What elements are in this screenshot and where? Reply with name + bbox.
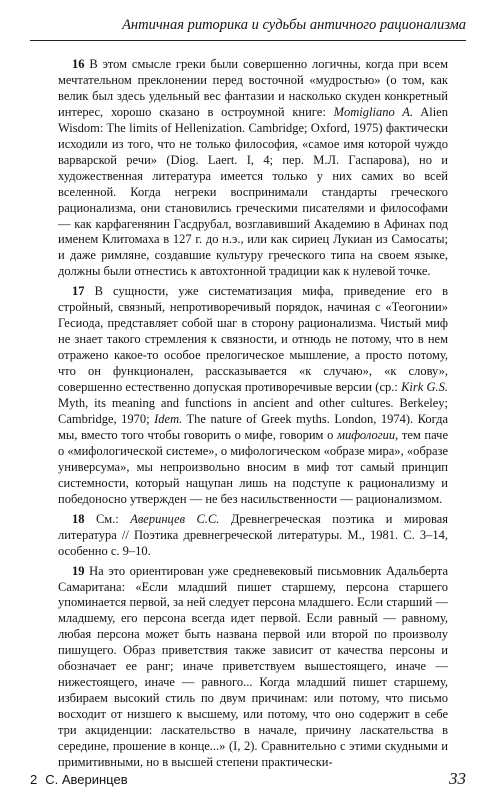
signature-number: 2	[30, 772, 38, 787]
footnote-number: 18	[72, 511, 85, 526]
running-head-text: Античная риторика и судьбы античного рационализма	[122, 17, 466, 33]
citation-author: Аверинцев С.С.	[130, 511, 220, 526]
footnote-text: См.:	[95, 511, 131, 526]
signature-author: С. Аверинцев	[45, 772, 128, 787]
citation-author: Kirk G.S.	[401, 380, 449, 395]
footnote-number: 16	[72, 57, 85, 71]
emphasis-term: мифологии,	[337, 427, 399, 442]
footnote-text: Alien Wisdom: The limits of Hellenization. Cambridge; Oxford, 1975) фактически исходили из того, что не только философия, «самое имя которой чуждо варварской речи» (Diog. Laert. I, 4; пер. М.Л. Гаспарова), но и художественная литература имеется только у них самих во всей вселенной. Когда негреки воспринимали стандарты греческого рационализма, они становились греческими писателями и философами — как карфагенянин Гасдрубал, возглавивший Академию в Афинах под именем Клитомаха в 127 г. до н.э., или как сириец Лукиан из Самосаты; и даже римляне, создавшие культуру греческого типа на своем языке, должны были отнестись к автохтонной традиции как к нулевой точке.	[58, 104, 448, 279]
page-number: 33	[449, 769, 466, 788]
footnote-text: тем паче о «мифологической системе», о мифологическом «образе мира», «образе универсума», мы непроизвольно вносим в миф тот самый принцип системности, который нащупан лишь на подступе к рационализму и победоносно утвержден — не без насильственности — рационализмом.	[58, 427, 448, 506]
footnote-text: Myth, its meaning and functions in ancient and other cultures. Berkeley; Cambridge, 1970;	[58, 396, 448, 426]
page-footer	[30, 770, 466, 790]
citation-author: Idem.	[154, 411, 183, 426]
footnote-18	[58, 512, 448, 560]
footnote-text: На это ориентирован уже средневековый письмовник Адальберта Самаритана: «Если младший пишет старшему, персона старшего упоминается первой, за ней следует персона младшего. Если старший — младшему, его персона всегда идет первой. Если равный — равному, любая персона может быть названа первой или второй по произволу пишущего. Образ приветствия также зависит от качества персоны и обозначает ее ранг; иначе приветствуем вышестоящего, иначе — нижестоящего, иначе — равного... Когда младший пишет старшему, избираем высокий стиль по двум причинам: или потому, что письмо восходит от низшего к высшему, или потому, что оно содержит в себе три акциденции: ласкательство в начале, причину ласкательства в середине, прошение в конце...» (I, 2). Сравнительно с этими скудными и примитивными, но в высшей степени практически-	[58, 563, 448, 769]
footnote-text: The nature of Greek myths. London, 1974). Когда мы, вместо того чтобы говорить о мифе, говорим о	[58, 411, 449, 442]
footnote-19	[58, 564, 448, 771]
signature-mark	[30, 770, 128, 790]
footnote-number: 17	[72, 284, 85, 299]
footnote-text: В сущности, уже систематизация мифа, приведение его в стройный, связный, непротиворечивый порядок, начиная с «Теогонии» Гесиода, представляет собой шаг в сторону рационализма. Чистый миф не знает такого стремления к связности, и отнюдь не потому, что в нем отражено какое-то особое прелогическое мышление, а просто потому, что он функционален, рассказывается «к случаю», «к слову», совершенно естественно допуская противоречивые версии (ср.:	[58, 284, 449, 395]
running-head	[30, 10, 466, 41]
footnote-text: Древнегреческая поэтика и мировая литература // Поэтика древнегреческой литературы. М., 1981. С. 3–14, особенно с. 9–10.	[58, 511, 448, 558]
footnotes-block	[58, 57, 449, 769]
footnote-number: 19	[72, 563, 85, 578]
citation-author: Momigliano A.	[333, 104, 414, 119]
footnote-text: В этом смысле греки были совершенно логичны, когда при всем мечтательном преклонении перед восточной «мудростью» (о том, как велик был здесь удельный вес фантазии и насколько скуден конкретный интерес, хорошо сказано в остроумной книге:	[58, 57, 449, 119]
footnote-16	[58, 57, 448, 280]
footnote-17	[58, 284, 448, 507]
